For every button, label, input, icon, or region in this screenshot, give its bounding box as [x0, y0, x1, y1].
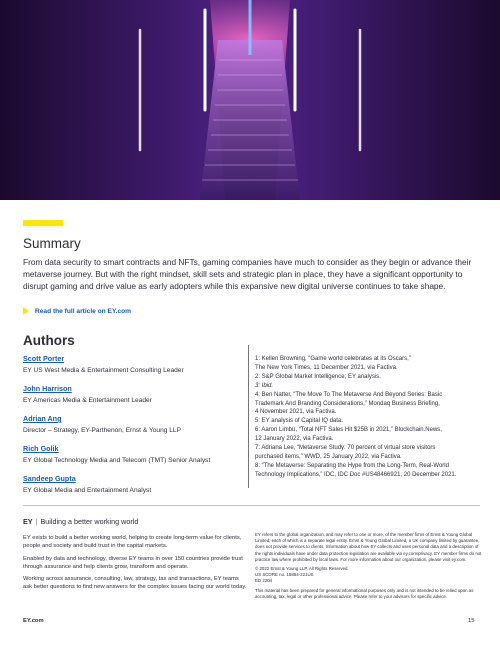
- author-item: [23, 384, 243, 406]
- ey-site-link[interactable]: EY.com: [23, 618, 44, 624]
- author-title: Director – Strategy, EY-Parthenon, Ernst & Young LLP: [23, 427, 181, 434]
- author-item: [23, 414, 243, 436]
- footnote-line: 2: S&P Global Market Intelligence; EY analysis.: [255, 373, 381, 380]
- footnote-line: 4: Ben Natter, “The Move To The Metaverse And Beyond Series: Basic: [255, 391, 443, 398]
- author-name-link[interactable]: Adrian Ang: [23, 414, 62, 423]
- author-title: EY Global Technology Media and Telecom (TMT) Senior Analyst: [23, 457, 211, 464]
- footnote-line: 3: Ibid.: [255, 382, 274, 389]
- hero-image: [0, 0, 500, 200]
- yellow-accent-bar: [23, 220, 63, 226]
- authors-list: [23, 354, 243, 504]
- ed-number: ED 2204: [255, 578, 273, 584]
- disclaimer-paragraph: This material has been prepared for general informational purposes only and is not intended to be relied upon as accounting, tax, legal or other professional advice. Please refer to your advisors for specific advice.: [255, 587, 474, 599]
- summary-body: From data security to smart contracts and NFTs, gaming companies have much to consider as they begin or advance their metaverse journey. But with the right mindset, skill sets and strategic plan in place, they have a significant opportunity to disrupt gaming and drive value as early adopters while this expansive new digital universe continues to take shape.: [23, 257, 472, 291]
- author-name-link[interactable]: Rich Golik: [23, 444, 59, 453]
- ey-about-block: [23, 517, 248, 596]
- column-divider: [248, 345, 249, 488]
- ey-tagline: [23, 517, 248, 527]
- author-item: [23, 474, 243, 496]
- footnote-line: 12 January 2022, via Factiva.: [255, 436, 334, 443]
- ey-paragraph: EY exists to build a better working world, helping to create long-term value for clients, people and society and build trust in the capital markets.: [23, 535, 242, 550]
- footnote-line: purchased items,” WWD, 25 January 2022, via Factiva.: [255, 453, 402, 460]
- author-item: [23, 444, 243, 466]
- footnotes-list: [255, 355, 485, 480]
- footnote-line: 4 November 2021, via Factiva.: [255, 409, 337, 416]
- footnote-line: The New York Times, 11 December 2021, via Factiva.: [255, 364, 398, 371]
- footnote-line: 8: “The Metaverse: Separating the Hype from the Long-Term, Real-World: [255, 462, 449, 469]
- full-article-link-row[interactable]: [23, 307, 131, 315]
- legal-notice: [255, 532, 485, 603]
- summary-heading: Summary: [23, 236, 81, 251]
- author-title: EY Global Media and Entertainment Analyst: [23, 487, 152, 494]
- ey-tagline-text: Building a better working world: [40, 517, 139, 526]
- copyright-line: © 2022 Ernst & Young LLP. All Rights Reserved.: [255, 566, 349, 572]
- author-name-link[interactable]: Sandeep Gupta: [23, 474, 76, 483]
- legal-paragraph: EY refers to the global organization, and may refer to one or more, of the member firms of Ernst & Young Global Limited, each of which is a separate legal entity. Ernst & Young Global Limited, a UK company limited by guarantee, does not provide services to clients. Information about how EY collects and uses personal data and a description of the rights individuals have under data protection legislation are available via ey.com/privacy. EY member firms do not practice law where prohibited by local laws. For more information about our organization, please visit ey.com.: [255, 532, 482, 562]
- score-number: US SCORE no. 15854-221US: [255, 572, 314, 578]
- footnote-line: Technology Implications,” IDC, IDC Doc #US48466921, 20 December 2021.: [255, 471, 457, 478]
- ey-paragraph: Enabled by data and technology, diverse EY teams in over 150 countries provide trust through assurance and help clients grow, transform and operate.: [23, 555, 243, 570]
- author-name-link[interactable]: John Harrison: [23, 384, 72, 393]
- ey-paragraph: Working across assurance, consulting, law, strategy, tax and transactions, EY teams ask better questions to find new answers for the complex issues facing our world today.: [23, 576, 247, 591]
- tagline-separator: |: [35, 517, 38, 526]
- ey-brand: EY: [23, 517, 33, 526]
- stairway-illustration: [0, 0, 500, 200]
- footnote-line: 6: Aaron Limbu, “Total NFT Sales Hit $25B in 2021,” Blockchain.News,: [255, 427, 442, 434]
- footnote-line: 7: Adriana Lee, “Metaverse Study: 70 percent of virtual store visitors: [255, 445, 436, 452]
- author-name-link[interactable]: Scott Porter: [23, 354, 65, 363]
- footnote-line: 1: Kellen Browning, “Game world celebrates at its Oscars,”: [255, 356, 411, 362]
- authors-heading: Authors: [23, 333, 75, 348]
- author-item: [23, 354, 243, 376]
- footnote-line: Trademark And Branding Considerations,” Mondaq Business Briefing,: [255, 400, 440, 407]
- author-title: EY US West Media & Entertainment Consulting Leader: [23, 367, 184, 374]
- page-number: 15: [468, 618, 475, 624]
- author-title: EY Americas Media & Entertainment Leader: [23, 397, 152, 404]
- full-article-link[interactable]: Read the full article on EY.com: [35, 307, 131, 315]
- section-divider: [23, 505, 480, 506]
- chevron-right-icon: [23, 307, 29, 315]
- footnote-line: 5: EY analysis of Capital IQ data.: [255, 418, 343, 425]
